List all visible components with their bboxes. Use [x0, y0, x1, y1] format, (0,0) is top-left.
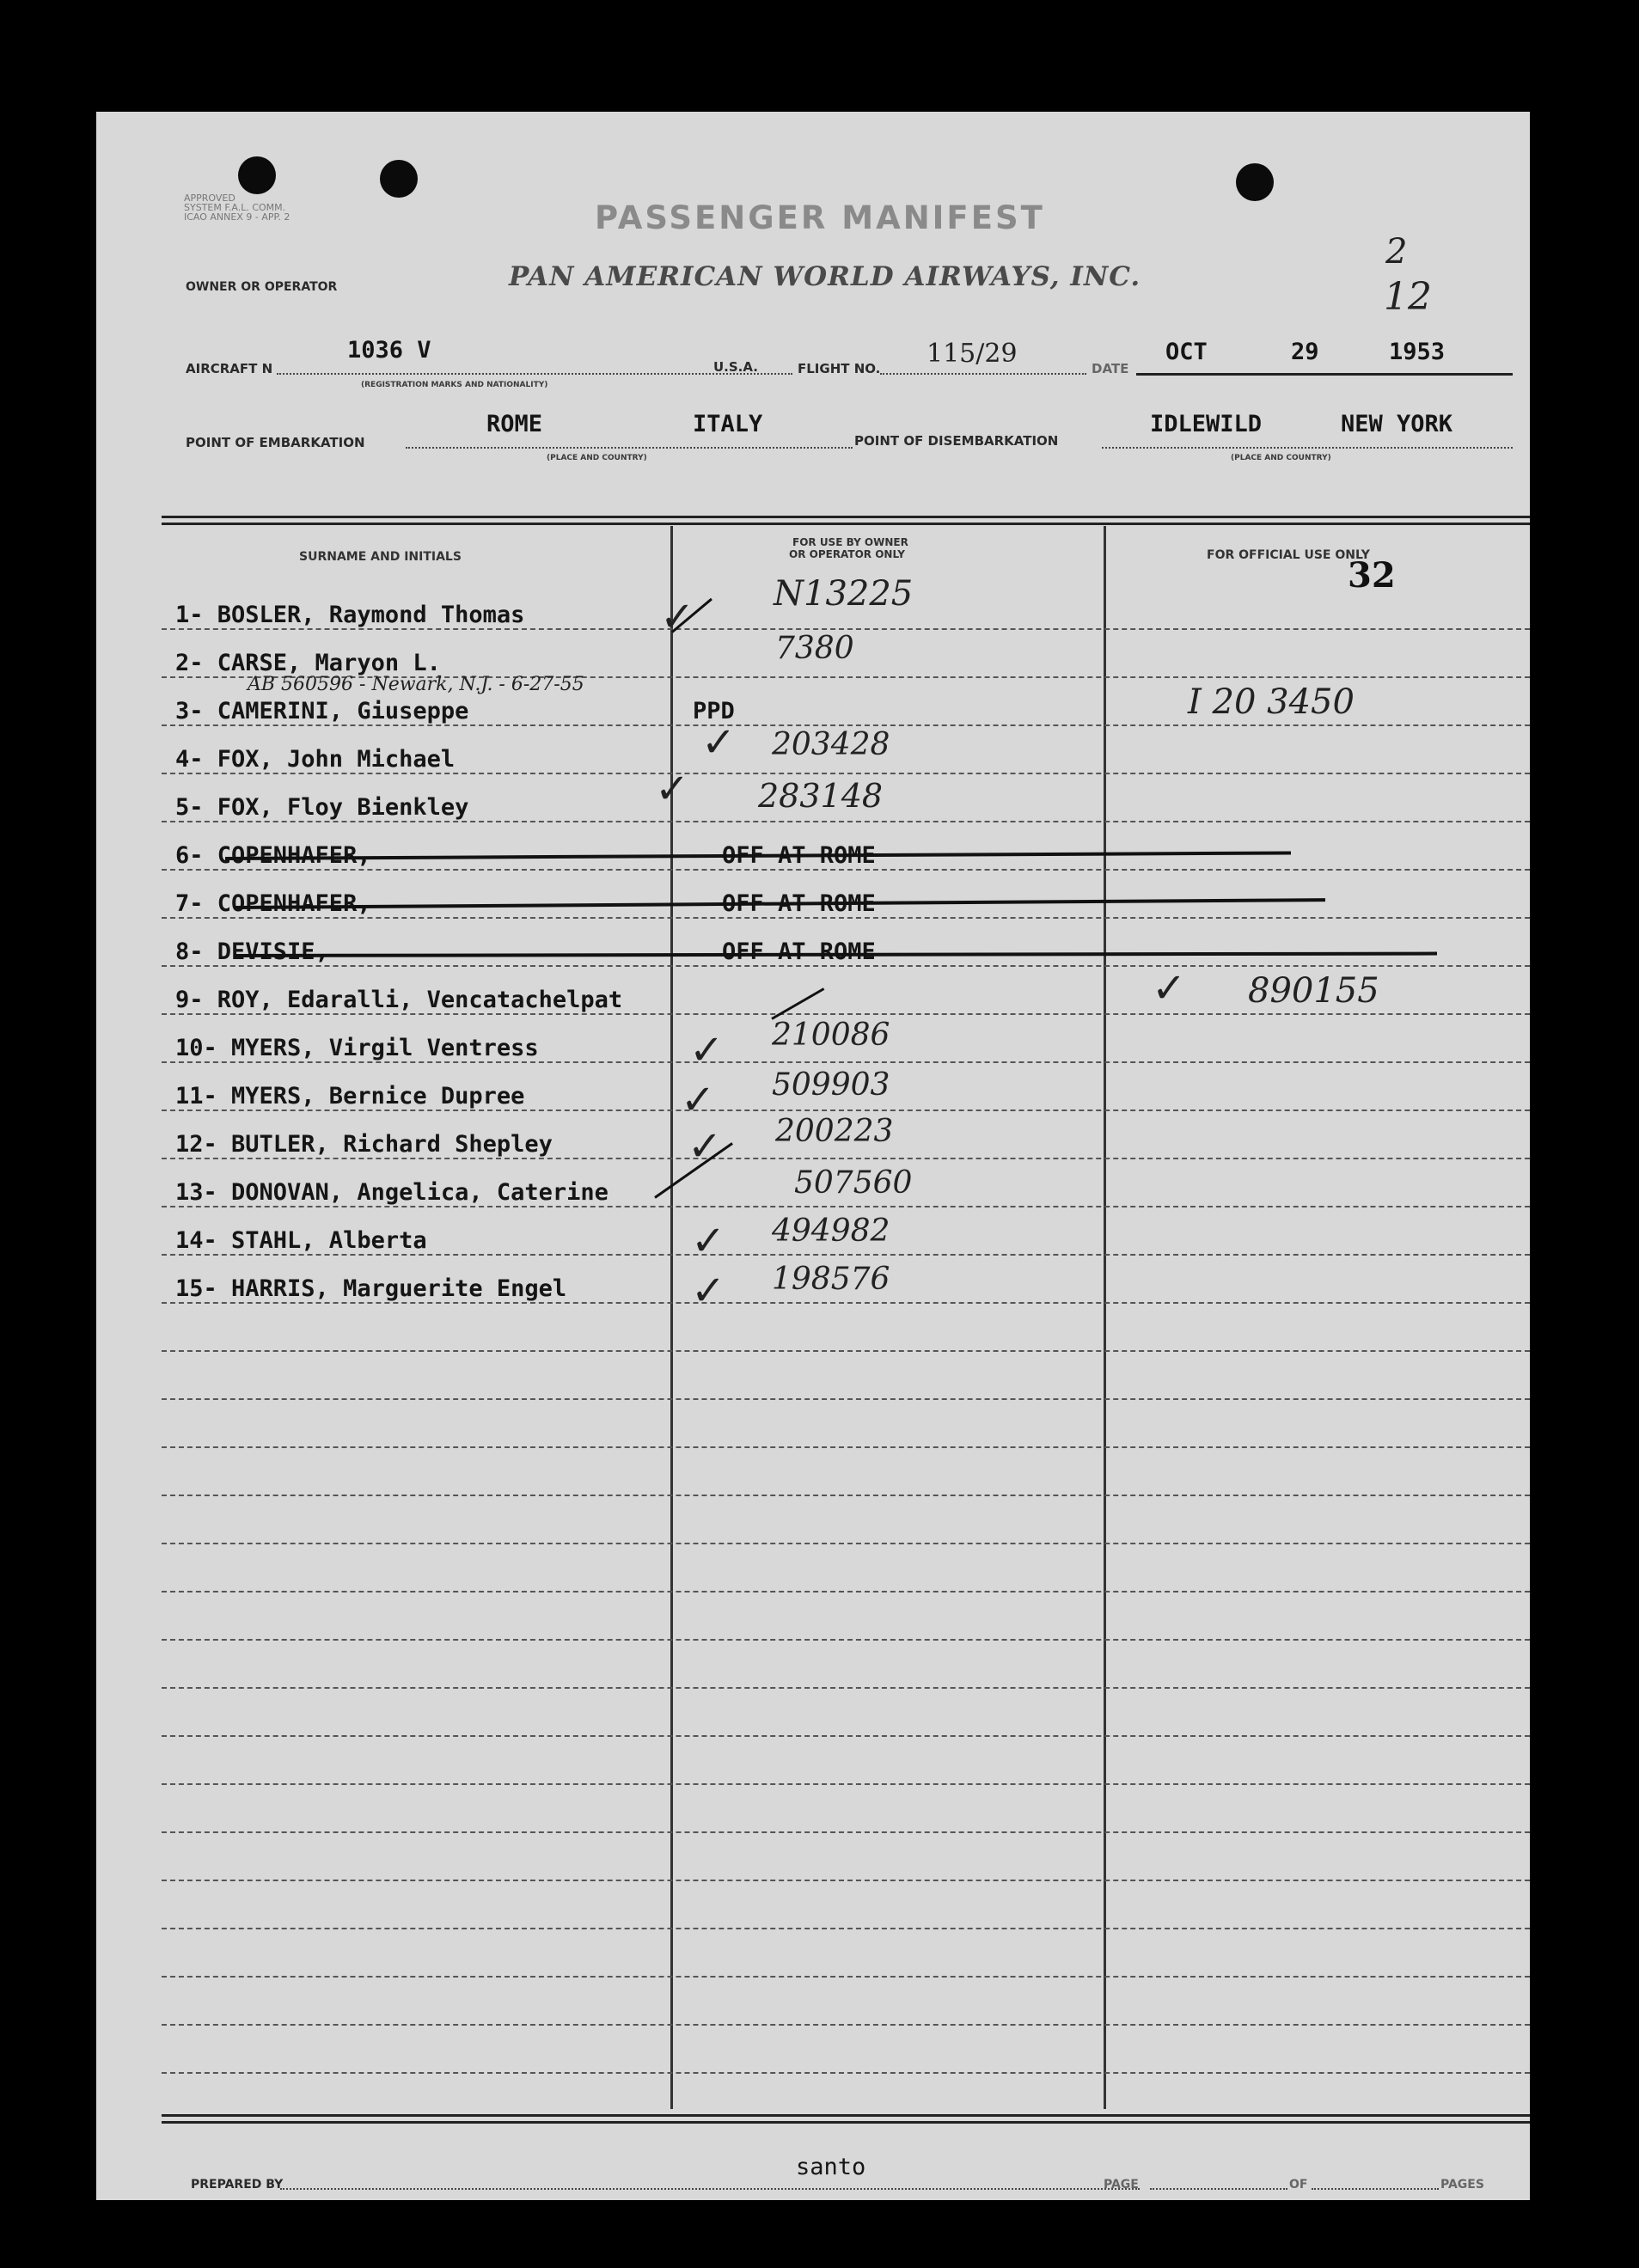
- passenger-row: 12- BUTLER, Richard Shepley: [175, 1131, 553, 1158]
- approval-line: SYSTEM F.A.L. COMM.: [184, 202, 286, 213]
- check-mark-icon: ✓: [681, 1076, 716, 1124]
- aircraft-label: AIRCRAFT N: [186, 361, 273, 376]
- owner-note: OFF AT ROME: [722, 938, 876, 965]
- owner-note: 283148: [758, 777, 884, 815]
- col-surname-header: SURNAME AND INITIALS: [299, 550, 462, 564]
- flight-label: FLIGHT NO.: [798, 361, 881, 376]
- owner-note: 509903: [772, 1067, 890, 1103]
- approval-stamp: [184, 193, 290, 222]
- owner-note: 203428: [772, 727, 890, 762]
- passenger-row: 8- DEVISIE,: [175, 938, 329, 965]
- column-divider: [1104, 526, 1106, 2109]
- col-owner-header-2: OR OPERATOR ONLY: [789, 548, 905, 560]
- usa-label: U.S.A.: [713, 359, 758, 375]
- check-mark-icon: ✓: [691, 1217, 726, 1265]
- row2-annotation: AB 560596 - Newark, N.J. - 6-27-55: [248, 674, 584, 695]
- owner-note: OFF AT ROME: [722, 842, 876, 869]
- registration-note: (REGISTRATION MARKS AND NATIONALITY): [361, 381, 548, 389]
- passenger-row: 6- COPENHAFER,: [175, 842, 371, 869]
- official-note: 890155: [1248, 971, 1379, 1011]
- of-label: OF: [1289, 2178, 1308, 2192]
- passenger-row: 5- FOX, Floy Bienkley: [175, 794, 469, 821]
- official-note: I 20 3450: [1188, 682, 1355, 722]
- punch-hole-icon: [380, 160, 418, 198]
- owner-note: OFF AT ROME: [722, 890, 876, 917]
- embarkation-city: ROME: [486, 411, 543, 437]
- owner-note: 7380: [775, 631, 854, 666]
- owner-note: 210086: [772, 1018, 890, 1053]
- col-owner-header-1: FOR USE BY OWNER: [792, 536, 908, 548]
- embarkation-country: ITALY: [693, 411, 763, 437]
- manifest-sheet: [96, 112, 1530, 2200]
- flight-value: 115/29: [927, 339, 1018, 369]
- passenger-row: 4- FOX, John Michael: [175, 746, 456, 773]
- owner-note: 200223: [775, 1114, 894, 1149]
- check-mark-icon: ✓: [1152, 964, 1187, 1012]
- owner-note: 494982: [772, 1213, 890, 1249]
- owner-label: OWNER OR OPERATOR: [186, 280, 338, 294]
- check-mark-icon: ✓: [689, 1026, 725, 1074]
- embarkation-label: POINT OF EMBARKATION: [186, 435, 365, 450]
- page-mark-bottom: 12: [1384, 275, 1432, 319]
- punch-hole-icon: [1236, 163, 1274, 201]
- owner-note: 507560: [794, 1165, 913, 1201]
- owner-note: 198576: [772, 1262, 890, 1297]
- owner-note: PPD: [693, 698, 735, 724]
- col-official-header: FOR OFFICIAL USE ONLY: [1207, 548, 1370, 562]
- passenger-row: 14- STAHL, Alberta: [175, 1227, 427, 1254]
- date-month: OCT: [1165, 339, 1208, 365]
- passenger-row: 10- MYERS, Virgil Ventress: [175, 1035, 539, 1061]
- check-mark-icon: ✓: [688, 1122, 723, 1171]
- prepared-value: santo: [796, 2154, 866, 2180]
- date-day: 29: [1291, 339, 1319, 365]
- disembarkation-label: POINT OF DISEMBARKATION: [854, 433, 1059, 449]
- pages-label: PAGES: [1440, 2178, 1484, 2192]
- check-mark-icon: ✓: [701, 718, 737, 767]
- approval-line: ICAO ANNEX 9 - APP. 2: [184, 211, 290, 223]
- passenger-row: 1- BOSLER, Raymond Thomas: [175, 602, 525, 628]
- passenger-row: 9- ROY, Edaralli, Vencatachelpat: [175, 987, 623, 1013]
- passenger-row: 2- CARSE, Maryon L.: [175, 650, 441, 676]
- owner-note: N13225: [774, 574, 914, 614]
- punch-hole-icon: [238, 156, 276, 194]
- disembarkation-state: NEW YORK: [1341, 411, 1453, 437]
- check-mark-icon: ✓: [660, 593, 695, 641]
- column-divider: [670, 526, 673, 2109]
- date-label: DATE: [1092, 361, 1129, 376]
- form-title: PASSENGER MANIFEST: [595, 199, 1045, 236]
- date-year: 1953: [1389, 339, 1446, 365]
- passenger-row: 15- HARRIS, Marguerite Engel: [175, 1275, 567, 1302]
- prepared-label: PREPARED BY: [191, 2178, 284, 2192]
- aircraft-value: 1036 V: [347, 337, 431, 364]
- approval-line: APPROVED: [184, 193, 235, 204]
- passenger-row: 3- CAMERINI, Giuseppe: [175, 698, 469, 724]
- page-label: PAGE: [1104, 2178, 1139, 2192]
- embark-place-note: (PLACE AND COUNTRY): [547, 454, 647, 462]
- company-name: PAN AMERICAN WORLD AIRWAYS, INC.: [509, 261, 1141, 292]
- passenger-row: 11- MYERS, Bernice Dupree: [175, 1083, 525, 1110]
- disembark-place-note: (PLACE AND COUNTRY): [1231, 454, 1331, 462]
- page-mark-top: 2: [1385, 232, 1408, 272]
- passenger-row: 7- COPENHAFER,: [175, 890, 371, 917]
- check-mark-icon: ✓: [691, 1267, 726, 1315]
- passenger-row: 13- DONOVAN, Angelica, Caterine: [175, 1179, 609, 1206]
- check-mark-icon: ✓: [655, 765, 690, 813]
- official-count: 32: [1348, 555, 1396, 596]
- disembarkation-city: IDLEWILD: [1150, 411, 1263, 437]
